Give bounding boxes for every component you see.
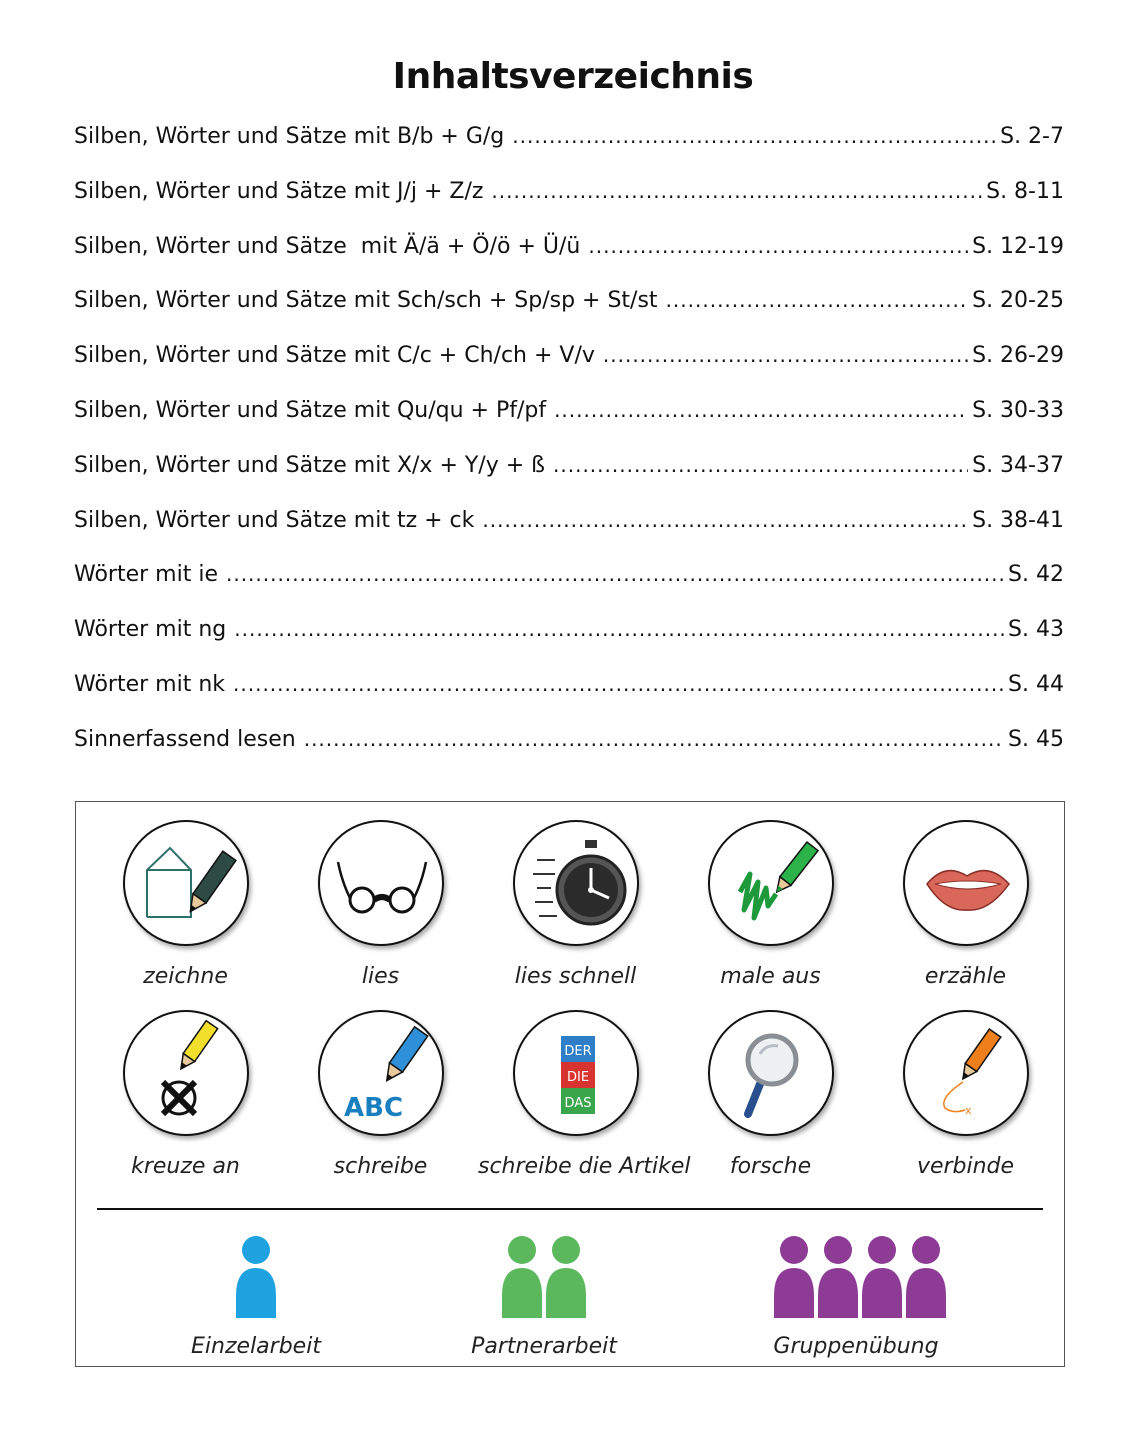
- legend-item: [478, 820, 673, 989]
- pencil-cross-icon: [123, 1010, 249, 1136]
- legend-label: lies: [361, 964, 400, 989]
- legend-item: [88, 820, 283, 989]
- toc-entry-text: Silben, Wörter und Sätze mit tz + ck: [74, 507, 475, 533]
- work-form-gruppenuebung: [756, 1234, 956, 1359]
- svg-text:x: x: [964, 1104, 972, 1117]
- article-der: DER: [563, 1044, 592, 1059]
- toc-entry: [74, 617, 1064, 672]
- single-person-icon: [176, 1234, 336, 1320]
- toc-entry-page: S. 44: [1008, 671, 1064, 697]
- toc-entry: [74, 179, 1064, 234]
- toc-entry-page: S. 8-11: [986, 178, 1064, 204]
- legend-item: [478, 1010, 691, 1179]
- toc-entry-page: S. 12-19: [972, 233, 1064, 259]
- article-das: DAS: [564, 1096, 591, 1111]
- legend-label: verbinde: [916, 1154, 1015, 1179]
- toc-entry-page: S. 38-41: [972, 507, 1064, 533]
- toc-entry-text: Wörter mit nk: [74, 671, 226, 697]
- toc-entry: [74, 672, 1064, 727]
- legend-item: [283, 820, 478, 989]
- toc-entry-page: S. 30-33: [972, 397, 1064, 423]
- glasses-icon: [318, 820, 444, 946]
- toc-entry-text: Wörter mit ie: [74, 562, 218, 588]
- lips-icon: [903, 820, 1029, 946]
- der-die-das-icon: [513, 1010, 639, 1136]
- toc-entry: [74, 343, 1064, 398]
- orange-pencil-connect-icon: [903, 1010, 1029, 1136]
- legend-item: [673, 1010, 868, 1179]
- toc-entry-text: Silben, Wörter und Sätze mit B/b + G/g: [74, 124, 505, 149]
- toc-entry-page: S. 2-7: [1000, 124, 1064, 149]
- toc-entry: [74, 398, 1064, 453]
- toc-entry-page: S. 45: [1008, 726, 1064, 752]
- toc-dot-leader: [603, 343, 968, 367]
- stopwatch-icon: [513, 820, 639, 946]
- legend-label: erzähle: [924, 964, 1007, 989]
- toc-dot-leader: [304, 727, 1004, 751]
- toc-entry-page: S. 34-37: [972, 452, 1064, 478]
- toc-entry-page: S. 26-29: [972, 343, 1064, 369]
- legend-label: kreuze an: [131, 1154, 240, 1179]
- toc-entry-text: Wörter mit ng: [74, 617, 227, 643]
- work-form-einzelarbeit: [176, 1234, 336, 1359]
- pencil-abc-icon: [318, 1010, 444, 1136]
- toc-entry: [74, 562, 1064, 617]
- toc-entry-text: Silben, Wörter und Sätze mit Qu/qu + Pf/pf: [74, 397, 547, 423]
- article-die: DIE: [566, 1070, 589, 1085]
- legend-label: forsche: [729, 1154, 812, 1179]
- legend-item: [673, 820, 868, 989]
- toc-entry: [74, 453, 1064, 508]
- table-of-contents: [74, 124, 1064, 782]
- legend-item: [868, 1010, 1063, 1179]
- toc-entry: [74, 508, 1064, 563]
- toc-entry: [74, 124, 1064, 179]
- toc-dot-leader: [512, 124, 996, 148]
- toc-entry-page: S. 42: [1008, 562, 1064, 588]
- legend-label: schreibe die Artikel: [478, 1154, 691, 1179]
- abc-text: ABC: [343, 1093, 403, 1123]
- toc-entry: [74, 727, 1064, 782]
- toc-dot-leader: [553, 453, 968, 477]
- legend-label: schreibe: [333, 1154, 428, 1179]
- toc-dot-leader: [666, 288, 969, 312]
- legend-item: [868, 820, 1063, 989]
- work-form-label: Einzelarbeit: [191, 1334, 321, 1359]
- two-persons-icon: [464, 1234, 624, 1320]
- toc-dot-leader: [234, 617, 1004, 641]
- legend-label: male aus: [720, 964, 821, 989]
- page-title: Inhaltsverzeichnis: [392, 56, 754, 97]
- toc-dot-leader: [588, 234, 968, 258]
- magnifier-icon: [708, 1010, 834, 1136]
- toc-entry: [74, 234, 1064, 289]
- toc-dot-leader: [554, 398, 968, 422]
- toc-entry-text: Silben, Wörter und Sätze mit X/x + Y/y + ß: [74, 452, 546, 478]
- work-form-label: Gruppenübung: [773, 1334, 939, 1359]
- toc-entry-text: Silben, Wörter und Sätze mit C/c + Ch/ch + V/v: [74, 343, 595, 369]
- green-pencil-scribble-icon: [708, 820, 834, 946]
- legend-item: [283, 1010, 478, 1179]
- draw-house-pencil-icon: [123, 820, 249, 946]
- icon-legend-box: [75, 801, 1065, 1367]
- legend-divider: [97, 1208, 1043, 1210]
- toc-dot-leader: [226, 562, 1004, 586]
- work-form-label: Partnerarbeit: [471, 1334, 617, 1359]
- legend-item: [88, 1010, 283, 1179]
- toc-entry-text: Silben, Wörter und Sätze mit Sch/sch + Sp/sp + St/st: [74, 288, 658, 314]
- legend-label: lies schnell: [514, 964, 637, 989]
- four-persons-icon: [756, 1234, 956, 1320]
- toc-dot-leader: [482, 508, 968, 532]
- toc-dot-leader: [491, 179, 982, 203]
- work-form-partnerarbeit: [464, 1234, 624, 1359]
- toc-entry-page: S. 43: [1008, 617, 1064, 643]
- toc-entry-text: Sinnerfassend lesen: [74, 726, 296, 752]
- toc-entry-text: Silben, Wörter und Sätze mit Ä/ä + Ö/ö + Ü/ü: [74, 233, 581, 259]
- toc-entry-text: Silben, Wörter und Sätze mit J/j + Z/z: [74, 178, 484, 204]
- toc-entry: [74, 288, 1064, 343]
- toc-dot-leader: [233, 672, 1004, 696]
- toc-entry-page: S. 20-25: [972, 288, 1064, 314]
- legend-label: zeichne: [143, 964, 228, 989]
